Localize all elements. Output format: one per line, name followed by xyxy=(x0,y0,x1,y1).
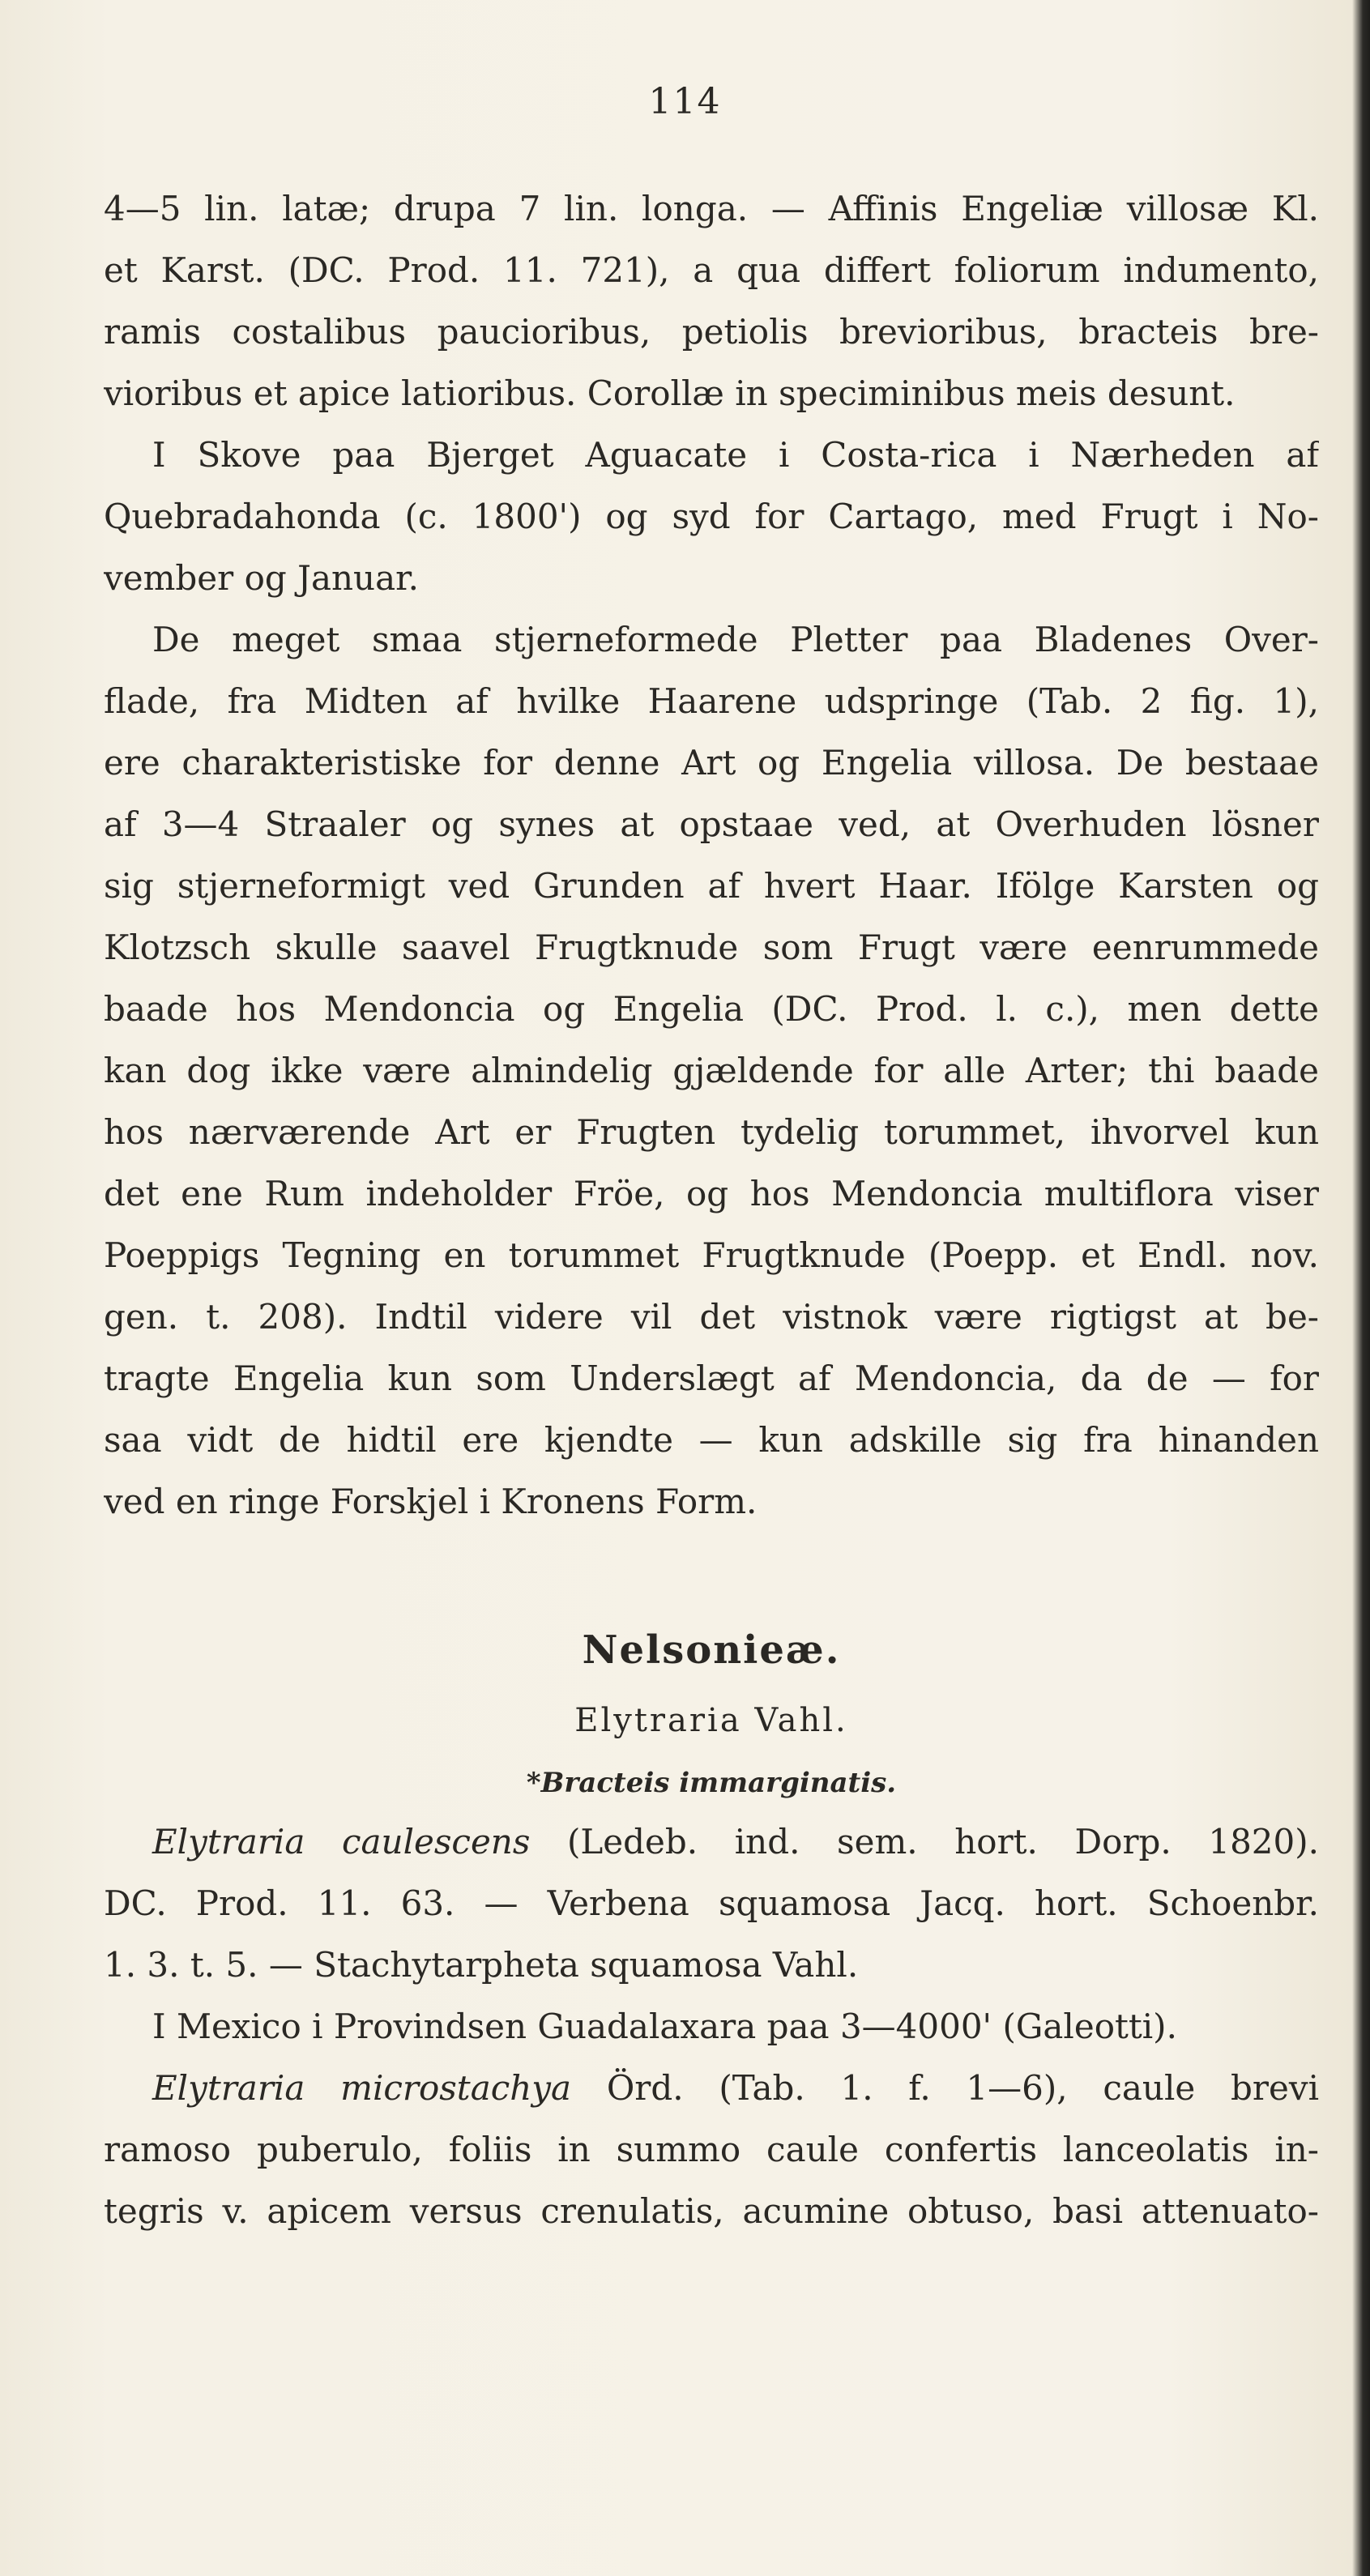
species-name: Elytraria microstachya xyxy=(152,2068,572,2108)
text-line: ramis costalibus paucioribus, petiolis brevioribus, bracteis bre- xyxy=(104,312,1319,352)
species-citation: Örd. (Tab. 1. f. 1—6), caule brevi xyxy=(571,2068,1319,2108)
text-line: ramoso puberulo, foliis in summo caule confertis lanceolatis in- xyxy=(104,2130,1319,2169)
species-citation: (Ledeb. ind. sem. hort. Dorp. 1820). xyxy=(530,1822,1319,1862)
paragraph-2 xyxy=(104,424,1319,609)
text-line: af 3—4 Straaler og synes at opstaae ved, at Overhuden lösner xyxy=(104,804,1319,844)
text-line xyxy=(104,1811,1319,1873)
section-gap xyxy=(104,1533,1319,1614)
text-line: baade hos Mendoncia og Engelia (DC. Prod. l. c.), men dette xyxy=(104,989,1319,1029)
text-line: I Skove paa Bjerget Aguacate i Costa-rica i Nærheden af xyxy=(152,435,1319,475)
text-line: De meget smaa stjerneformede Pletter paa Bladenes Over- xyxy=(152,620,1319,659)
text-line: tegris v. apicem versus crenulatis, acumine obtuso, basi attenuato- xyxy=(104,2191,1319,2231)
species-name: Elytraria caulescens xyxy=(152,1822,531,1862)
group-note: *Bracteis immarginatis. xyxy=(526,1767,897,1799)
paragraph-3 xyxy=(104,609,1319,1533)
text-line: saa vidt de hidtil ere kjendte — kun adskille sig fra hinanden xyxy=(104,1420,1319,1460)
text-line: vember og Januar. xyxy=(104,558,419,598)
paragraph-1 xyxy=(104,178,1319,424)
text-line: det ene Rum indeholder Fröe, og hos Mendoncia multiflora viser xyxy=(104,1174,1319,1213)
text-line: tragte Engelia kun som Underslægt af Mendoncia, da de — for xyxy=(104,1358,1319,1398)
locality-line: I Mexico i Provindsen Guadalaxara paa 3—4000' (Galeotti). xyxy=(152,2007,1177,2046)
text-line: sig stjerneformigt ved Grunden af hvert Haar. Ifölge Karsten og xyxy=(104,866,1319,906)
genus-heading: Elytraria Vahl. xyxy=(574,1702,848,1739)
text-line xyxy=(104,2058,1319,2119)
text-line: DC. Prod. 11. 63. — Verbena squamosa Jacq. hort. Schoenbr. xyxy=(104,1883,1319,1923)
text-line: hos nærværende Art er Frugten tydelig torummet, ihvorvel kun xyxy=(104,1112,1319,1152)
species-entry-microstachya xyxy=(104,2058,1319,2242)
page-number: 114 xyxy=(648,81,722,122)
text-line: vioribus et apice latioribus. Corollæ in speciminibus meis desunt. xyxy=(104,373,1236,413)
text-line: kan dog ikke være almindelig gjældende for alle Arter; thi baade xyxy=(104,1051,1319,1090)
text-line: 1. 3. t. 5. — Stachytarpheta squamosa Vahl. xyxy=(104,1945,859,1985)
text-line: flade, fra Midten af hvilke Haarene udspringe (Tab. 2 fig. 1), xyxy=(104,681,1319,721)
text-line: et Karst. (DC. Prod. 11. 721), a qua differt foliorum indumento, xyxy=(104,250,1319,290)
text-line: ved en ringe Forskjel i Kronens Form. xyxy=(104,1482,758,1521)
page-edge-shadow xyxy=(1352,0,1370,2576)
text-line: Poeppigs Tegning en torummet Frugtknude (Poepp. et Endl. nov. xyxy=(104,1235,1319,1275)
text-line: 4—5 lin. latæ; drupa 7 lin. longa. — Affinis Engeliæ villosæ Kl. xyxy=(104,189,1319,228)
species-entry-caulescens xyxy=(104,1811,1319,2058)
section-heading: Nelsonieæ. xyxy=(582,1627,841,1673)
text-line: Quebradahonda (c. 1800') og syd for Cartago, med Frugt i No- xyxy=(104,497,1319,536)
text-line: gen. t. 208). Indtil videre vil det vistnok være rigtigst at be- xyxy=(104,1297,1319,1337)
text-block xyxy=(104,178,1319,2242)
text-line: ere charakteristiske for denne Art og Engelia villosa. De bestaae xyxy=(104,743,1319,783)
text-line: Klotzsch skulle saavel Frugtknude som Frugt være eenrummede xyxy=(104,928,1319,967)
